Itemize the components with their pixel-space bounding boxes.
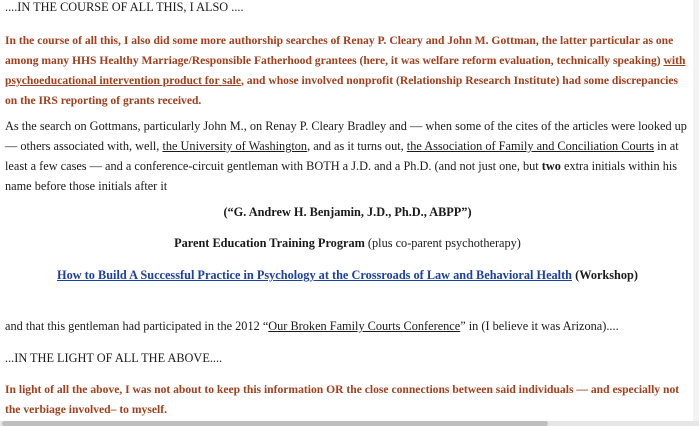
section-heading-course: ....IN THE COURSE OF ALL THIS, I ALSO .... xyxy=(5,0,244,14)
paragraph-text: and that this gentleman had participated in the 2012 “ xyxy=(5,319,269,333)
bold-two: two xyxy=(541,159,561,173)
section-heading-light: ...IN THE LIGHT OF ALL THE ABOVE.... xyxy=(5,351,223,365)
workshop-line xyxy=(5,266,690,284)
name-quote: (“G. Andrew H. Benjamin, J.D., Ph.D., ABPP”) xyxy=(223,205,472,219)
paragraph-text: , and as it turns out, xyxy=(307,139,407,153)
horizontal-scrollbar-thumb[interactable] xyxy=(2,421,548,426)
program-line xyxy=(5,233,690,253)
program-title: Parent Education Training Program xyxy=(174,236,365,250)
link-afcc[interactable]: the Association of Family and Conciliation Courts xyxy=(406,139,655,153)
vertical-scrollbar[interactable] xyxy=(693,0,699,421)
paragraph-text: , and whose involved nonprofit (Relationship Research Institute) had some discrepancies on the IRS reporting of grants received. xyxy=(5,74,679,107)
paragraph-text: As the search on Gottmans, particularly John M., on Renay P. Cleary Bradley and — when some of the cites of the articles were looked up — others associated with, well, xyxy=(5,119,687,153)
paragraph-conference xyxy=(5,316,690,336)
workshop-label: (Workshop) xyxy=(572,268,638,282)
link-psychoeducational-product[interactable]: with psychoeducational intervention product for sale xyxy=(5,54,686,87)
paragraph-text: extra initials within his name before those initials after it xyxy=(5,159,678,193)
highlighted-paragraph-conclusion: In light of all the above, I was not about to keep this information OR the close connections between said individuals — and especially not the verbiage involved– to myself. xyxy=(5,383,680,416)
program-note: (plus co-parent psychotherapy) xyxy=(364,236,521,250)
paragraph-gottman-search xyxy=(5,116,690,196)
highlighted-paragraph-authorship xyxy=(5,31,690,111)
link-broken-family-courts[interactable]: Our Broken Family Courts Conference xyxy=(268,319,461,333)
paragraph-text: in at least a few cases — and a conference-circuit gentleman with BOTH a J.D. and a Ph.D. (and not just one, but xyxy=(5,139,679,173)
link-university-of-washington[interactable]: the University of Washington xyxy=(162,139,308,153)
paragraph-text: In the course of all this, I also did some more authorship searches of Renay P. Cleary and John M. Gottman, the latter particular as one among many HHS Healthy Marriage/Responsible Fatherhood grantees (here, it was welfare reform evaluation, technically speaking) xyxy=(5,34,674,67)
link-workshop[interactable]: How to Build A Successful Practice in Psychology at the Crossroads of Law and Behavioral Health xyxy=(57,268,573,282)
horizontal-scrollbar[interactable] xyxy=(0,421,699,426)
paragraph-text: ” in (I believe it was Arizona).... xyxy=(460,319,619,333)
